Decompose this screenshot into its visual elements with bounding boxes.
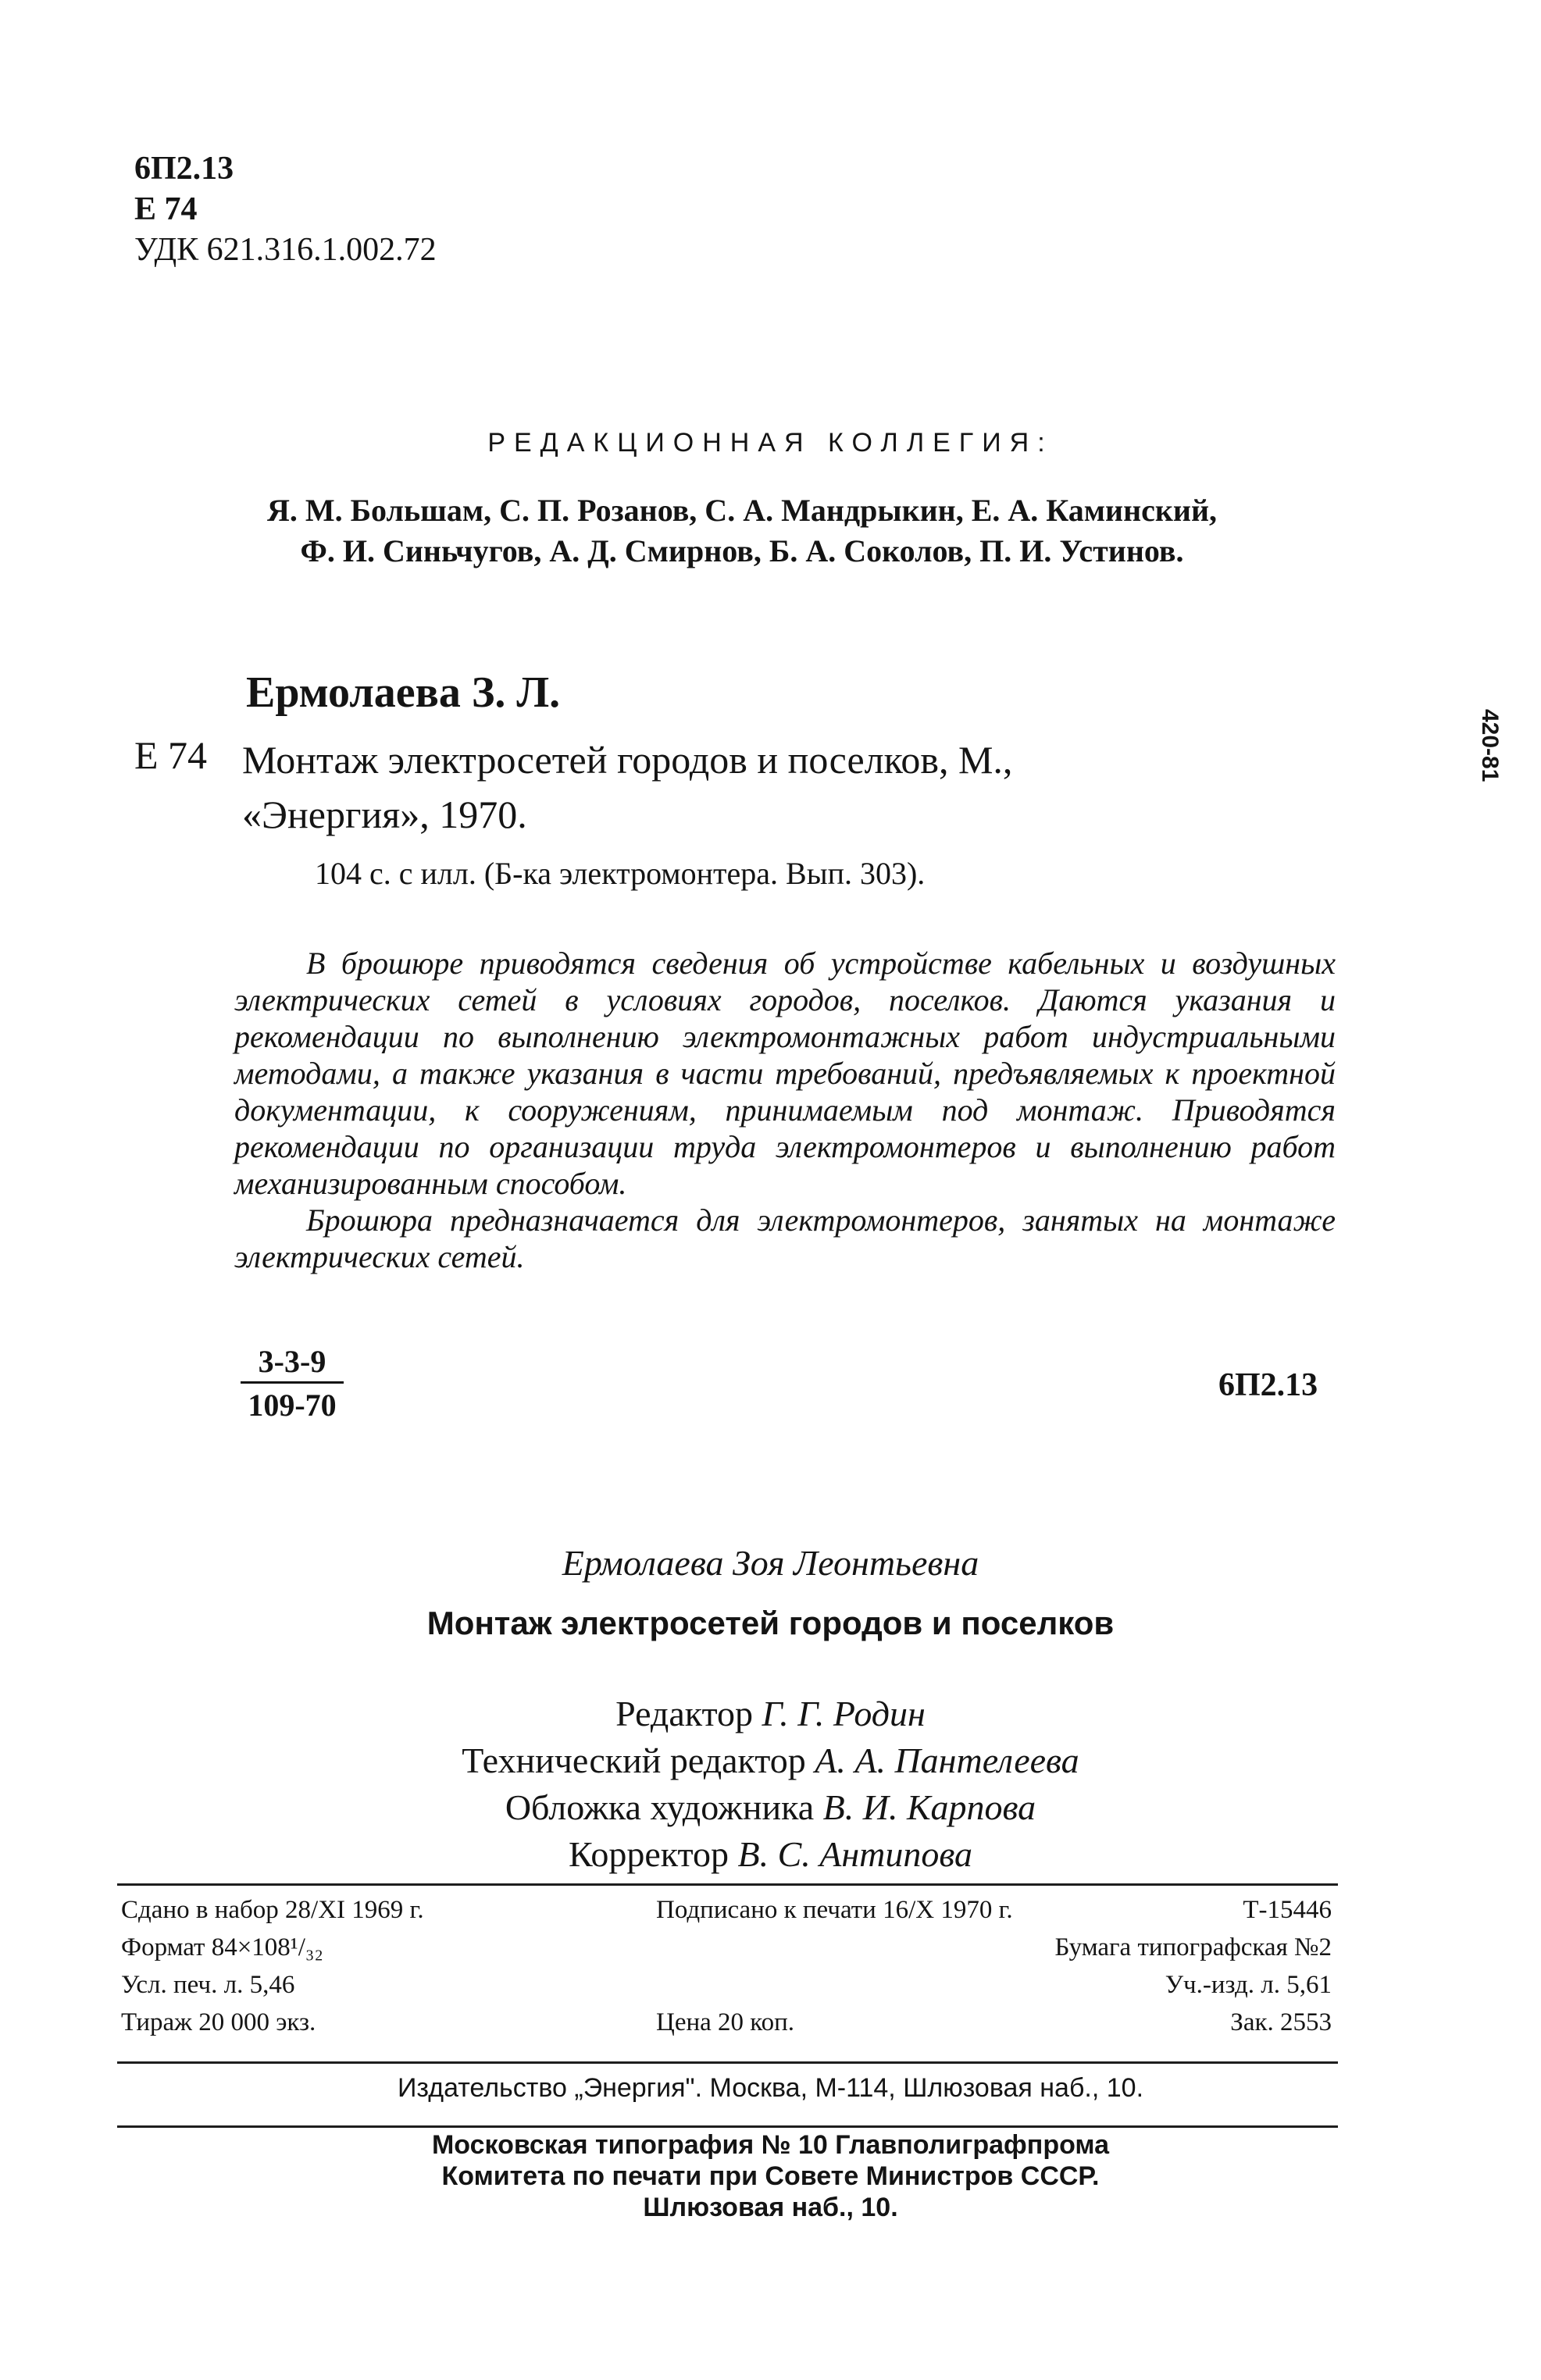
cover-label: Обложка художника [505,1787,815,1827]
printer-block [0,2129,1541,2223]
imprint-run: Тираж 20 000 экз. [121,2008,316,2036]
tech-editor-line [0,1737,1541,1784]
editor-line [0,1691,1541,1737]
annotation [234,945,1336,1275]
proofreader-name: В. С. Антипова [737,1834,973,1874]
printer-line-1: Московская типография № 10 Главполиграфпрома [431,2130,1110,2160]
tech-editor-name: А. А. Пантелеева [815,1740,1079,1780]
imprint-row [121,1896,1332,1933]
imprint-order: Зак. 2553 [1230,2008,1332,2036]
divider [117,1883,1338,1886]
board-members-line-2: Ф. И. Синьчугов, А. Д. Смирнов, Б. А. Соколов, П. И. Устинов. [300,533,1184,568]
publisher-line: Издательство „Энергия". Москва, М-114, Шлюзовая наб., 10. [397,2073,1144,2103]
printer-line-3: Шлюзовая наб., 10. [643,2193,898,2222]
credits-staff [0,1691,1541,1878]
margin-stamp-text: 420-81 [1477,709,1503,782]
catalog-author: Ермолаева З. Л. [246,668,561,717]
editor-name: Г. Г. Родин [762,1694,926,1733]
editorial-board-heading: РЕДАКЦИОННАЯ КОЛЛЕГИЯ: [487,428,1054,458]
imprint-row [121,2008,1332,2046]
imprint-row [121,1933,1332,1971]
divider [117,2125,1338,2128]
proofreader-label: Корректор [568,1834,729,1874]
divider [117,2061,1338,2064]
tech-editor-label: Технический редактор [462,1740,806,1780]
proofreader-line [0,1831,1541,1878]
annotation-paragraph-2: Брошюра предназначается для электромонтеров, занятых на монтаже электрических сетей. [234,1202,1336,1274]
credits-author: Ермолаева Зоя Леонтьевна [562,1543,979,1583]
title-line-2: «Энергия», 1970. [242,793,527,836]
board-members-line-1: Я. М. Большам, С. П. Розанов, С. А. Мандрыкин, Е. А. Каминский, [266,493,1218,528]
margin-stamp [1451,703,1503,820]
printer-line-2: Комитета по печати при Совете Министров СССР. [441,2161,1100,2191]
fraction-numerator: 3-3-9 [241,1343,344,1384]
credits-title: Монтаж электросетей городов и поселков [426,1605,1115,1641]
catalog-fraction [241,1343,344,1423]
catalog-index: Е 74 [134,733,208,777]
imprint-sent: Сдано в набор 28/XI 1969 г. [121,1896,424,1924]
fraction-denominator: 109-70 [248,1388,337,1423]
cover-line [0,1784,1541,1831]
udk-code: УДК 621.316.1.002.72 [134,232,437,268]
catalog-bbk-right: 6П2.13 [1218,1367,1318,1403]
author-mark: Е 74 [134,191,198,227]
imprint-print-sheets: Усл. печ. л. 5,46 [121,1971,295,1999]
classification-codes [134,148,437,270]
annotation-paragraph-1: В брошюре приводятся сведения об устройстве кабельных и воздушных электрических сетей в условиях городов, поселков. Даются указания и рекомендации по выполнению электромонтажных работ индустриальными методами, а также указания в части требований, предъявляемых к проектной документации, к сооружениям, принимаемым под монтаж. Приводятся рекомендации по организации труда электромонтеров и выполнению работ механизированным способом. [234,946,1336,1201]
imprint-paper: Бумага типографская №2 [1054,1933,1332,1961]
editor-label: Редактор [615,1694,753,1733]
imprint-row [121,1971,1332,2008]
bbk-code: 6П2.13 [134,151,234,187]
cover-name: В. И. Карпова [822,1787,1036,1827]
imprint-pub-sheets: Уч.-изд. л. 5,61 [1165,1971,1332,1999]
editorial-board-members [125,490,1359,572]
catalog-details: 104 с. с илл. (Б-ка электромонтера. Вып. 303). [315,856,926,891]
title-line-1: Монтаж электросетей городов и поселков, М., [242,738,1013,782]
imprint-signed: Подписано к печати 16/X 1970 г. [656,1896,1013,1924]
imprint-price: Цена 20 коп. [656,2008,795,2036]
imprint-table [121,1896,1332,2046]
imprint-t-code: Т-15446 [1243,1896,1332,1924]
catalog-title [242,732,1367,842]
imprint-format: Формат 84×108¹/₃₂ [121,1933,323,1961]
